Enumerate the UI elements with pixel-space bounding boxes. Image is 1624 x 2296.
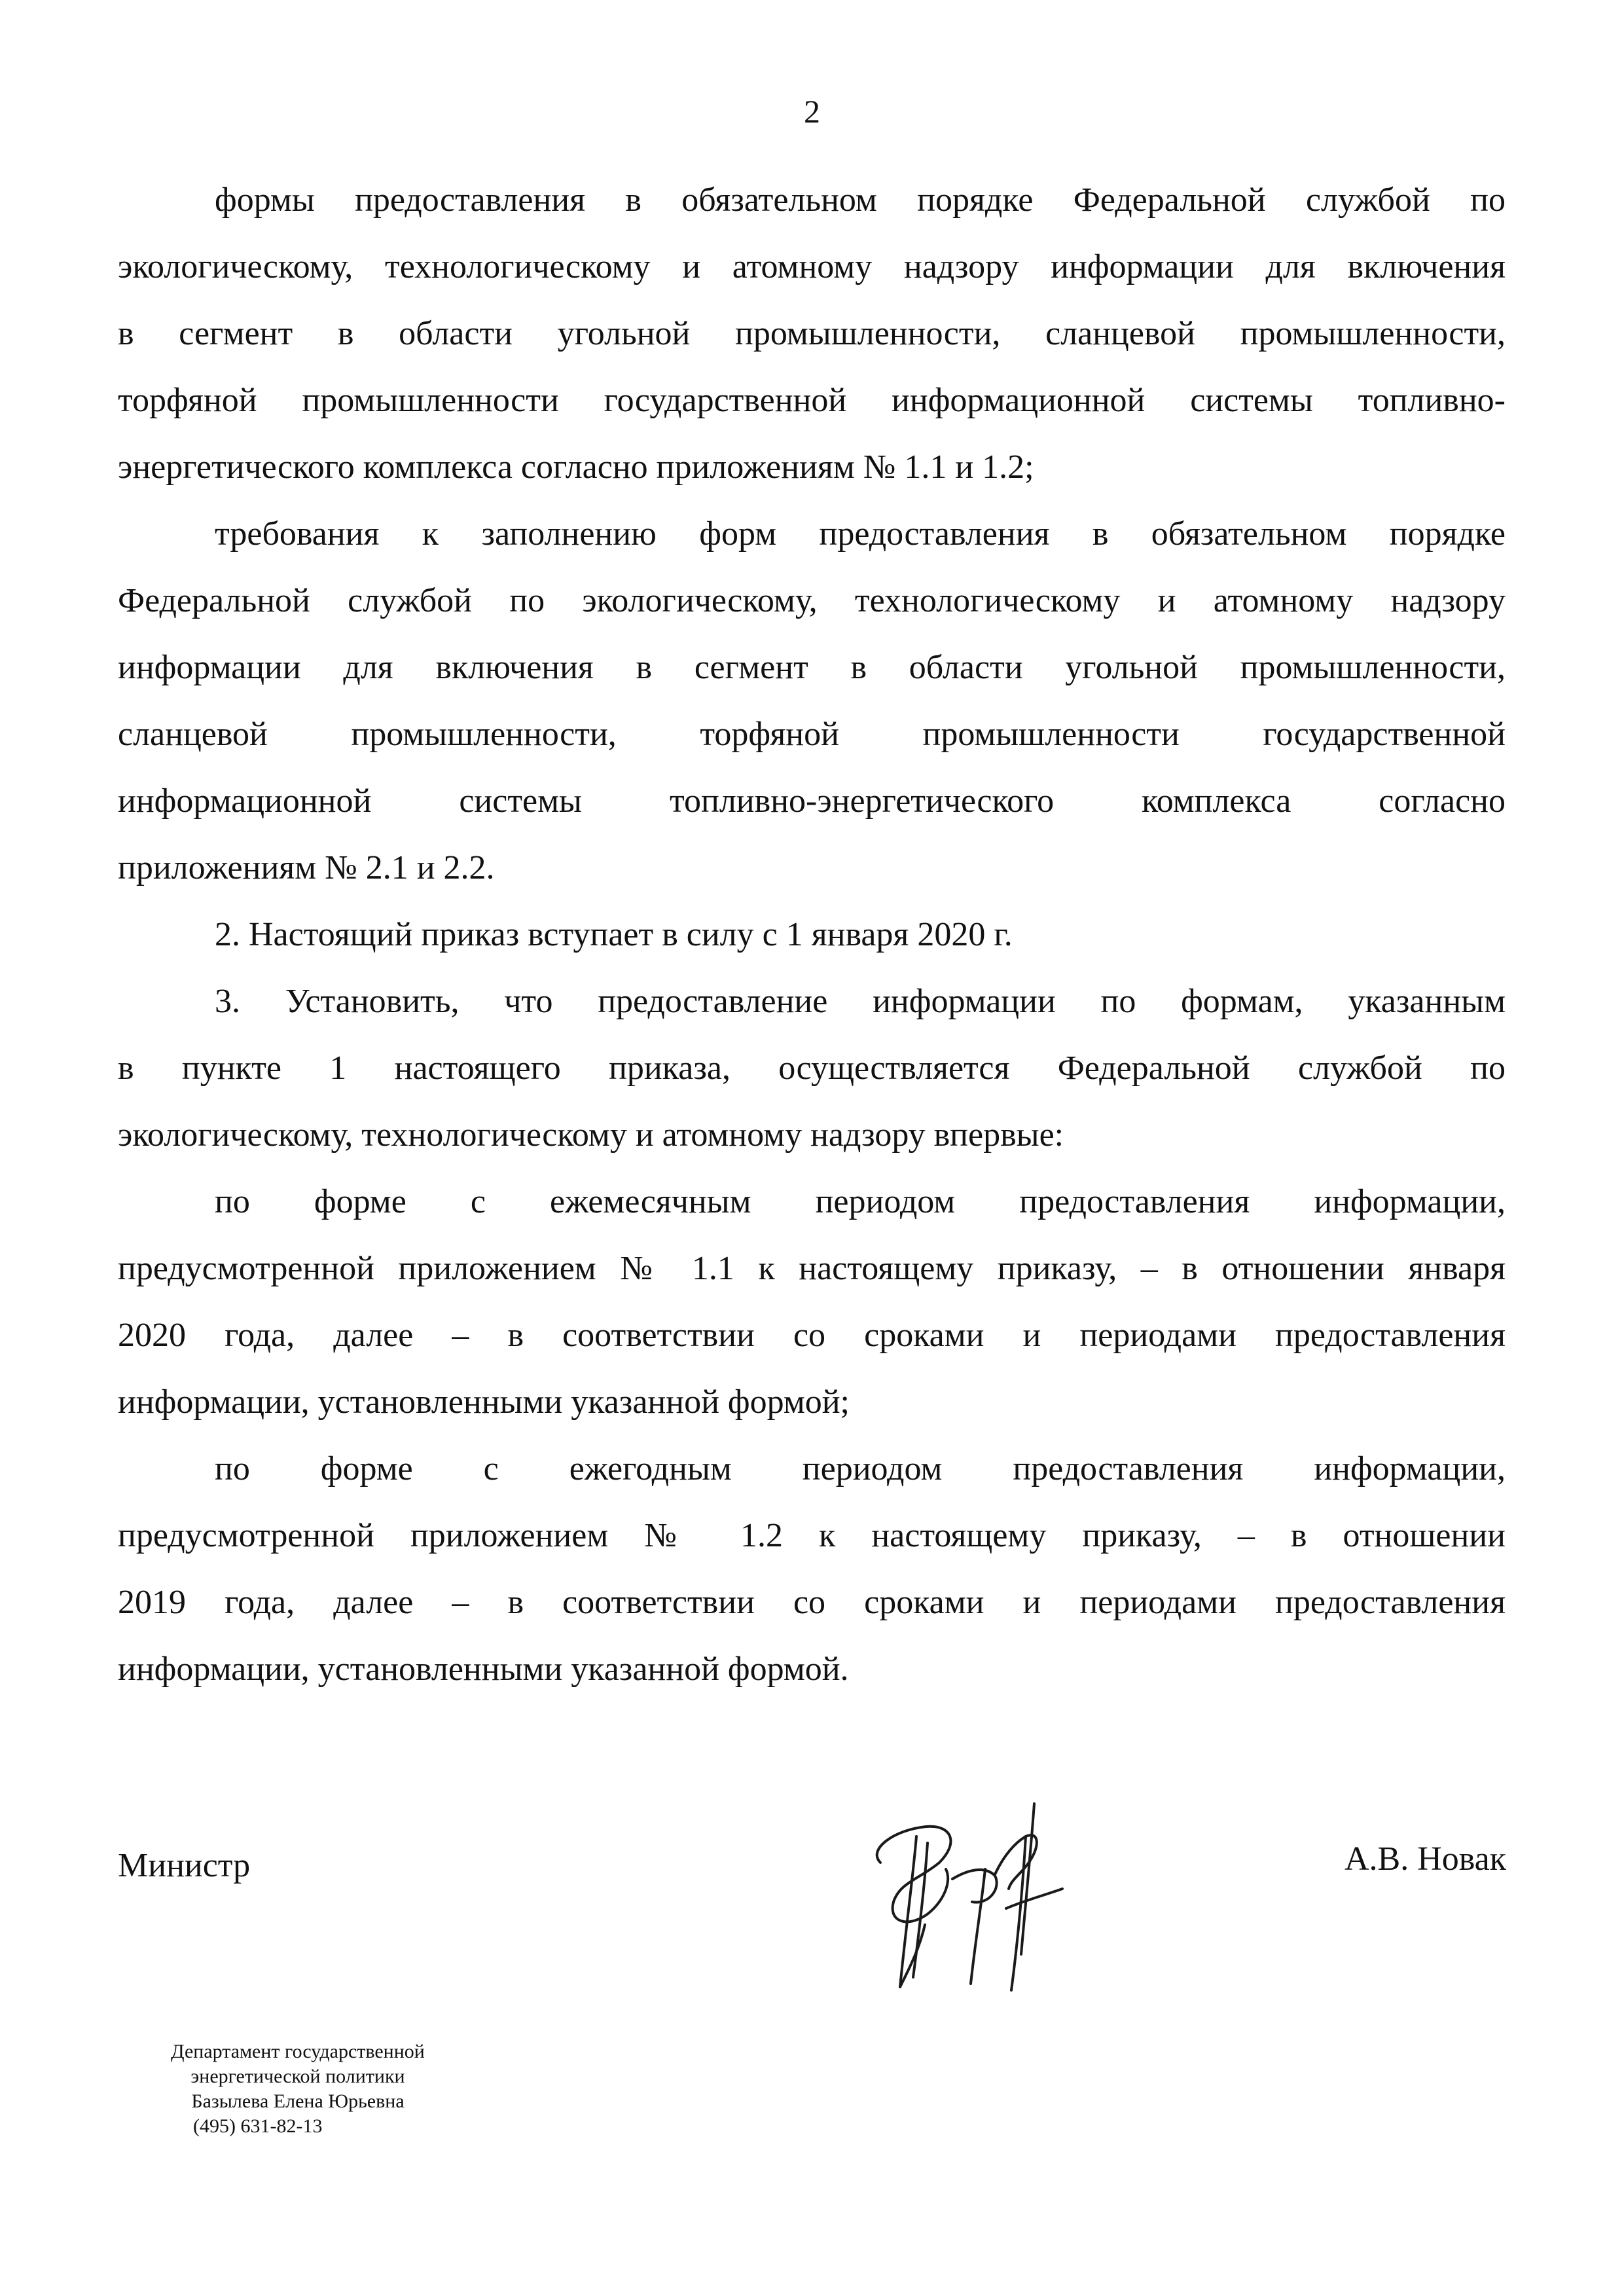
text-line: предусмотренной приложением № 1.1 к настоящему приказу, – в отношении января [118,1250,1506,1287]
text-line: формы предоставления в обязательном порядке Федеральной службой по [215,181,1506,219]
signatory-name: А.В. Новак [1344,1840,1506,1878]
text-line: информационной системы топливно-энергетического комплекса согласно [118,782,1506,820]
executor-footer [128,2039,468,2139]
text-line: приложениям № 2.1 и 2.2. [118,849,495,886]
text-line: информации, установленными указанной формой; [118,1383,850,1421]
paragraph-annual-form [118,1436,1506,1703]
text-line: Федеральной службой по экологическому, технологическому и атомному надзору [118,582,1506,619]
text-line: информации для включения в сегмент в области угольной промышленности, [118,649,1506,686]
text-line: по форме с ежемесячным периодом предоставления информации, [215,1183,1506,1220]
text-line: экологическому, технологическому и атомному надзору впервые: [118,1116,1064,1154]
paragraph-monthly-form [118,1169,1506,1436]
document-body [118,167,1506,1703]
text-line: 2. Настоящий приказ вступает в силу с 1 января 2020 г. [215,916,1013,953]
footer-department-line-2: энергетической политики [190,2066,405,2087]
footer-contact-name: Базылева Елена Юрьевна [191,2090,405,2112]
text-line: по форме с ежегодным периодом предоставления информации, [215,1450,1506,1487]
paragraph-item-3 [118,968,1506,1169]
text-line: торфяной промышленности государственной информационной системы топливно- [118,382,1506,419]
text-line: энергетического комплекса согласно приложениям № 1.1 и 1.2; [118,448,1034,486]
footer-department-line-1: Департамент государственной [171,2041,425,2062]
handwritten-signature [854,1791,1077,2007]
text-line: 3. Установить, что предоставление информации по формам, указанным [215,983,1506,1020]
text-line: требования к заполнению форм предоставления в обязательном порядке [215,515,1506,553]
text-line: 2019 года, далее – в соответствии со сроками и периодами предоставления [118,1584,1506,1621]
text-line: информации, установленными указанной формой. [118,1650,849,1688]
footer-phone: (495) 631-82-13 [193,2115,323,2137]
text-line: экологическому, технологическому и атомному надзору информации для включения [118,248,1506,285]
text-line: предусмотренной приложением № 1.2 к настоящему приказу, – в отношении [118,1517,1506,1554]
text-line: в сегмент в области угольной промышленности, сланцевой промышленности, [118,315,1506,352]
page-number: 2 [804,93,820,130]
signatory-title: Министр [118,1847,251,1884]
paragraph-requirements [118,501,1506,902]
paragraph-item-2 [118,902,1506,968]
text-line: 2020 года, далее – в соответствии со сроками и периодами предоставления [118,1317,1506,1354]
text-line: сланцевой промышленности, торфяной промышленности государственной [118,716,1506,753]
text-line: в пункте 1 настоящего приказа, осуществляется Федеральной службой по [118,1049,1506,1087]
paragraph-forms [118,167,1506,501]
